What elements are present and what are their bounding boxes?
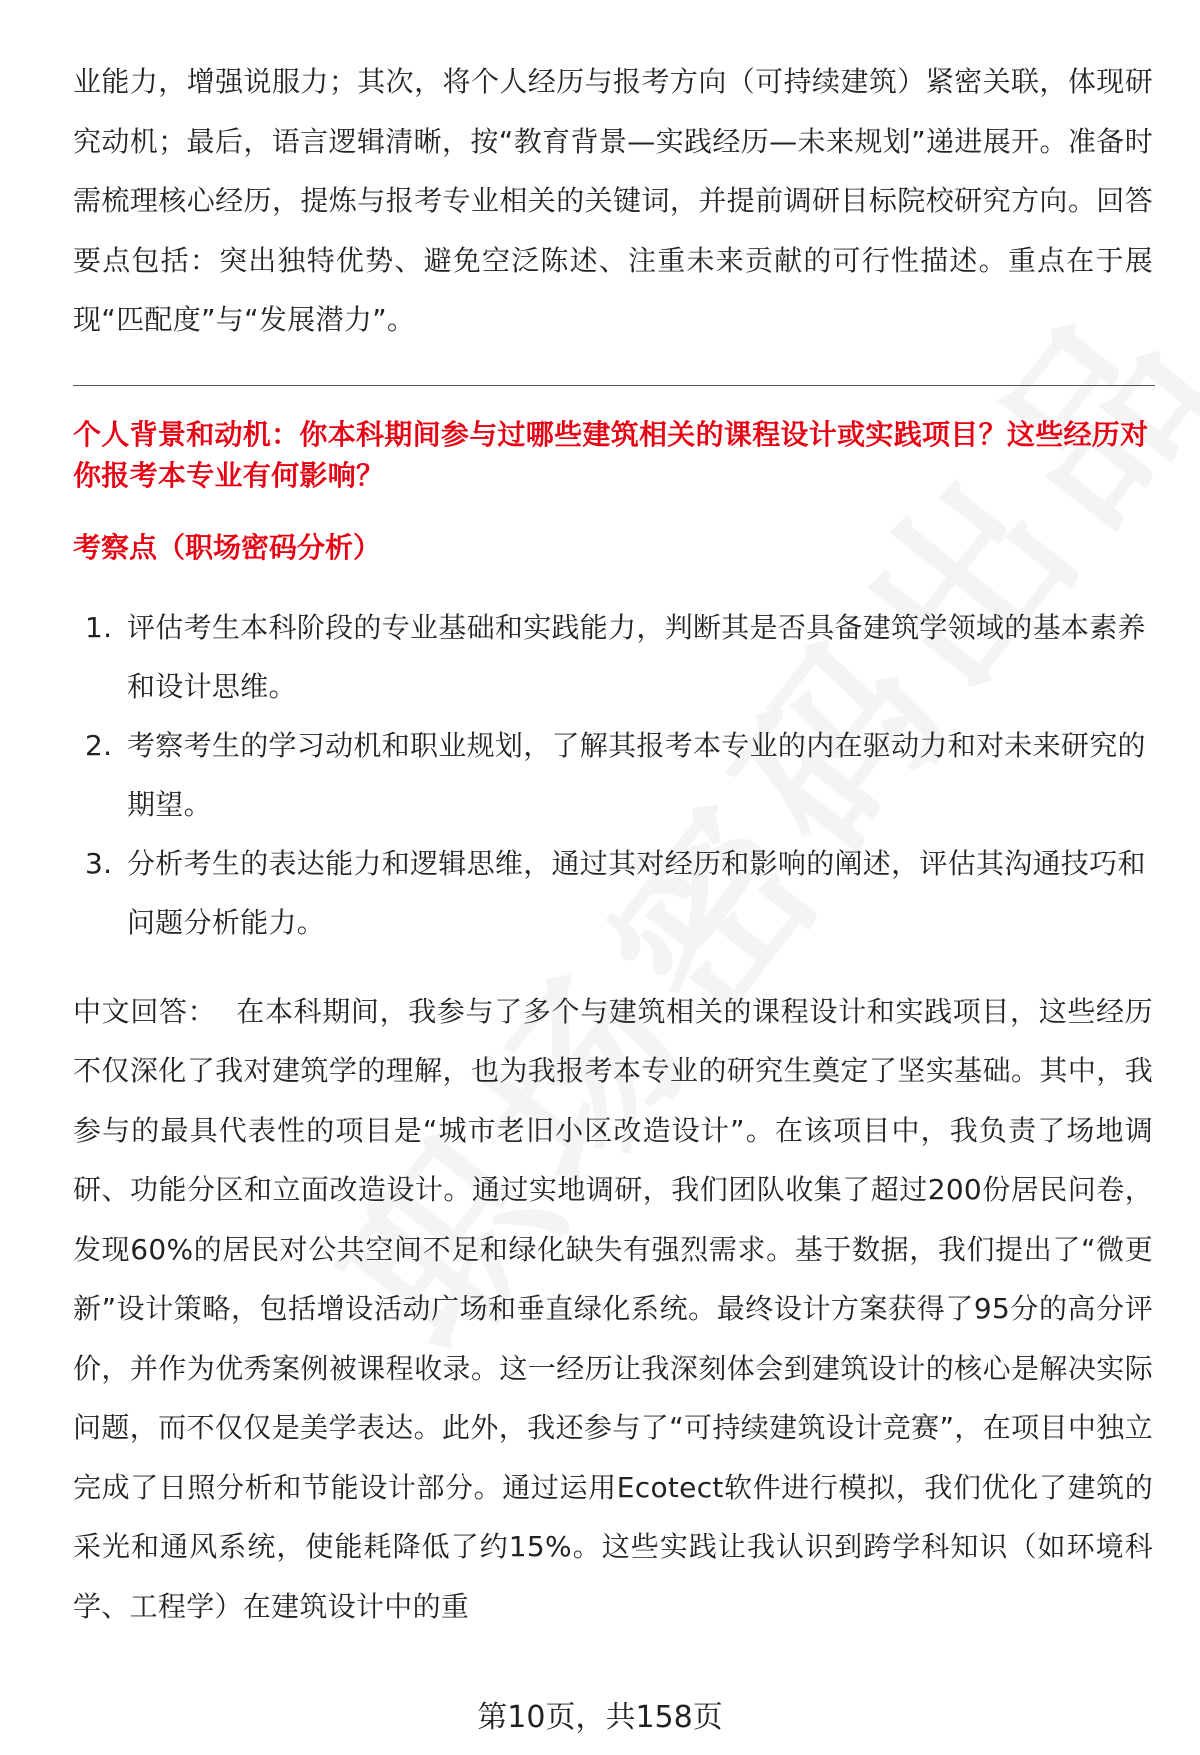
page-footer: 第10页，共158页 — [477, 1700, 723, 1735]
list-item — [73, 598, 1153, 716]
list-item-number: 1. — [85, 610, 113, 644]
list-item-text: 分析考生的表达能力和逻辑思维，通过其对经历和影响的阐述，评估其沟通技巧和问题分析能力。 — [127, 846, 1146, 939]
list-item-text: 评估考生本科阶段的专业基础和实践能力，判断其是否具备建筑学领域的基本素养和设计思维。 — [127, 610, 1146, 703]
answer-text: 在本科期间，我参与了多个与建筑相关的课程设计和实践项目，这些经历不仅深化了我对建筑学的理解，也为我报考本专业的研究生奠定了坚实基础。其中，我参与的最具代表性的项目是“城市老旧小区改造设计”。在该项目中，我负责了场地调研、功能分区和立面改造设计。通过实地调研，我们团队收集了超过200份居民问卷，发现60%的居民对公共空间不足和绿化缺失有强烈需求。基于数据，我们提出了“微更新”设计策略，包括增设活动广场和垂直绿化系统。最终设计方案获得了95分的高分评价，并作为优秀案例被课程收录。这一经历让我深刻体会到建筑设计的核心是解决实际问题，而不仅仅是美学表达。此外，我还参与了“可持续建筑设计竞赛”，在项目中独立完成了日照分析和节能设计部分。通过运用Ecotect软件进行模拟，我们优化了建筑的采光和通风系统，使能耗降低了约15%。这些实践让我认识到跨学科知识（如环境科学、工程学）在建筑设计中的重 — [73, 994, 1153, 1623]
list-item-number: 3. — [85, 846, 113, 880]
question-heading: 个人背景和动机：你本科期间参与过哪些建筑相关的课程设计或实践项目？这些经历对你报考本专业有何影响？ — [73, 417, 1149, 492]
section-title: 考察点（职场密码分析） — [73, 530, 382, 564]
list-item — [73, 716, 1153, 834]
evaluation-points-list — [73, 598, 1153, 952]
intro-paragraph: 业能力，增强说服力；其次，将个人经历与报考方向（可持续建筑）紧密关联，体现研究动机；最后，语言逻辑清晰，按“教育背景—实践经历—未来规划”递进展开。准备时需梳理核心经历，提炼与报考专业相关的关键词，并提前调研目标院校研究方向。回答要点包括：突出独特优势、避免空泛陈述、注重未来贡献的可行性描述。重点在于展现“匹配度”与“发展潜力”。 — [73, 65, 1153, 336]
list-item-number: 2. — [85, 728, 113, 762]
answer-paragraph — [73, 982, 1153, 1637]
answer-label: 中文回答： — [73, 994, 217, 1028]
section-divider — [73, 385, 1155, 386]
list-item-text: 考察考生的学习动机和职业规划，了解其报考本专业的内在驱动力和对未来研究的期望。 — [127, 728, 1146, 821]
list-item — [73, 834, 1153, 952]
page-content — [73, 52, 1153, 1636]
